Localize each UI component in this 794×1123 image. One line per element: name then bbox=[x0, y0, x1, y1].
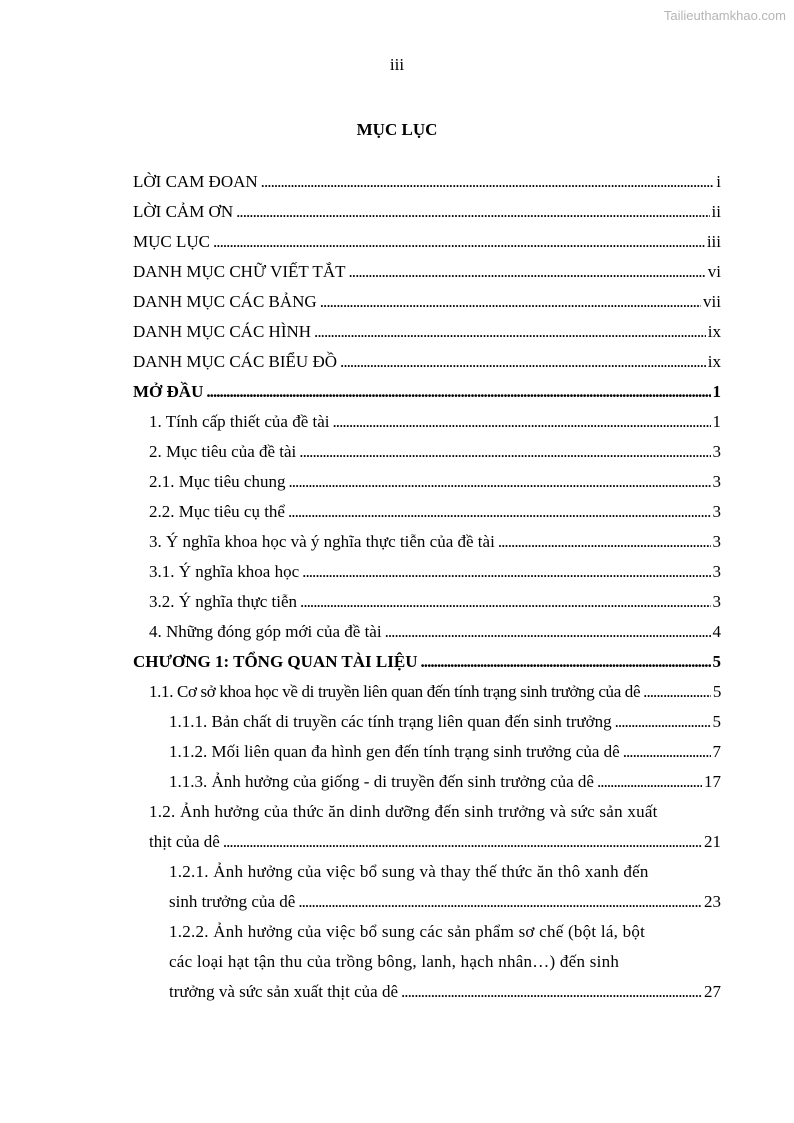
toc-entry[interactable] bbox=[133, 647, 721, 677]
toc-entry-label: 2. Mục tiêu của đề tài bbox=[149, 442, 297, 461]
toc-entry-page: ix bbox=[707, 322, 721, 341]
toc-entry-label: 1.1.2. Mối liên quan đa hình gen đến tính trạng sinh trưởng của dê bbox=[169, 742, 620, 761]
toc-entry-label-line bbox=[169, 977, 721, 1007]
toc-entry-page: 1 bbox=[712, 382, 721, 401]
dot-leader bbox=[320, 287, 701, 317]
toc-entry-label: trưởng và sức sản xuất thịt của dê bbox=[169, 982, 398, 1001]
dot-leader bbox=[401, 977, 702, 1007]
page-title: MỤC LỤC bbox=[356, 120, 438, 139]
toc-entry-label-line bbox=[149, 827, 721, 857]
toc-entry-page: ii bbox=[711, 202, 721, 221]
toc-entry-label: MỤC LỤC bbox=[133, 232, 210, 251]
toc-entry-label: CHƯƠNG 1: TỔNG QUAN TÀI LIỆU bbox=[133, 652, 418, 671]
dot-leader bbox=[302, 557, 710, 587]
dot-leader bbox=[623, 737, 711, 767]
dot-leader bbox=[314, 317, 706, 347]
dot-leader bbox=[340, 347, 706, 377]
dot-leader bbox=[420, 647, 710, 677]
dot-leader bbox=[385, 617, 711, 647]
toc-entry[interactable] bbox=[149, 557, 721, 587]
dot-leader bbox=[299, 437, 710, 467]
toc-entry[interactable] bbox=[169, 707, 721, 737]
toc-entry[interactable] bbox=[133, 317, 721, 347]
dot-leader bbox=[597, 767, 702, 797]
toc-entry-page: 17 bbox=[704, 772, 721, 791]
dot-leader bbox=[332, 407, 710, 437]
toc-entry-page: 3 bbox=[712, 472, 721, 491]
toc-entry-label-line bbox=[169, 947, 721, 977]
toc-entry-page: 7 bbox=[712, 742, 721, 761]
toc-entry[interactable] bbox=[133, 257, 721, 287]
toc-entry-page: 4 bbox=[712, 622, 721, 641]
toc-entry[interactable] bbox=[149, 587, 721, 617]
dot-leader bbox=[298, 887, 702, 917]
toc-entry-page: 3 bbox=[712, 502, 721, 521]
toc-entry-label: 3.2. Ý nghĩa thực tiễn bbox=[149, 592, 298, 611]
dot-leader bbox=[236, 197, 709, 227]
toc-entry[interactable] bbox=[169, 737, 721, 767]
toc-entry-page: 23 bbox=[704, 892, 721, 911]
toc-entry-page: 3 bbox=[712, 562, 721, 581]
toc-entry-label: DANH MỤC CHỮ VIẾT TẮT bbox=[133, 262, 346, 281]
toc-entry-label: 2.2. Mục tiêu cụ thể bbox=[149, 502, 285, 521]
toc-entry-page: i bbox=[716, 172, 721, 191]
toc-entry-label: DANH MỤC CÁC HÌNH bbox=[133, 322, 312, 341]
toc-entry[interactable] bbox=[149, 467, 721, 497]
toc-entry-page: iii bbox=[706, 232, 721, 251]
toc-entry-page: 3 bbox=[712, 592, 721, 611]
toc-entry-label: DANH MỤC CÁC BẢNG bbox=[133, 292, 317, 311]
toc-entry-label: LỜI CAM ĐOAN bbox=[133, 172, 258, 191]
dot-leader bbox=[223, 827, 702, 857]
toc-entry-label: 3.1. Ý nghĩa khoa học bbox=[149, 562, 300, 581]
toc-entry-label: các loại hạt tận thu của trồng bông, lanh, hạch nhân…) đến sinh bbox=[169, 952, 620, 971]
toc-entry[interactable] bbox=[149, 437, 721, 467]
toc-entry-label: thịt của dê bbox=[149, 832, 220, 851]
toc-entry[interactable] bbox=[149, 677, 721, 707]
toc-entry-label: 1. Tính cấp thiết của đề tài bbox=[149, 412, 330, 431]
dot-leader bbox=[261, 167, 715, 197]
toc-entry-page: 3 bbox=[712, 532, 721, 551]
toc-entry-label: 4. Những đóng góp mới của đề tài bbox=[149, 622, 382, 641]
toc-entry-label: sinh trưởng của dê bbox=[169, 892, 296, 911]
dot-leader bbox=[288, 467, 710, 497]
toc-entry-multiline[interactable] bbox=[133, 857, 721, 917]
watermark: Tailieuthamkhao.com bbox=[663, 8, 786, 23]
dot-leader bbox=[206, 377, 710, 407]
toc-entry-multiline[interactable] bbox=[133, 917, 721, 1007]
table-of-contents bbox=[133, 167, 721, 1007]
toc-entry[interactable] bbox=[149, 617, 721, 647]
toc-entry-label: 3. Ý nghĩa khoa học và ý nghĩa thực tiễn của đề tài bbox=[149, 532, 495, 551]
toc-entry-page: ix bbox=[707, 352, 721, 371]
toc-entry-label: 1.1. Cơ sở khoa học về di truyền liên quan đến tính trạng sinh trưởng của dê bbox=[149, 682, 641, 701]
toc-entry-label: MỞ ĐẦU bbox=[133, 382, 204, 401]
toc-entry[interactable] bbox=[133, 347, 721, 377]
dot-leader bbox=[498, 527, 711, 557]
dot-leader bbox=[300, 587, 710, 617]
toc-entry-page: vii bbox=[703, 292, 721, 311]
toc-entry-page: 21 bbox=[704, 832, 721, 851]
toc-entry-page: 5 bbox=[712, 712, 721, 731]
toc-entry-page: 5 bbox=[712, 652, 721, 671]
toc-entry-page: 3 bbox=[712, 442, 721, 461]
toc-entry[interactable] bbox=[133, 167, 721, 197]
page-number: iii bbox=[389, 55, 405, 74]
toc-entry-page: 27 bbox=[704, 982, 721, 1001]
dot-leader bbox=[643, 677, 711, 707]
toc-entry-label: 1.1.1. Bản chất di truyền các tính trạng liên quan đến sinh trưởng bbox=[169, 712, 612, 731]
toc-entry[interactable] bbox=[149, 497, 721, 527]
toc-entry-label: LỜI CẢM ƠN bbox=[133, 202, 234, 221]
toc-entry-page: 5 bbox=[712, 682, 721, 701]
toc-entry[interactable] bbox=[169, 767, 721, 797]
dot-leader bbox=[348, 257, 705, 287]
toc-entry[interactable] bbox=[149, 407, 721, 437]
toc-entry[interactable] bbox=[149, 527, 721, 557]
toc-entry-multiline[interactable] bbox=[133, 797, 721, 857]
dot-leader bbox=[288, 497, 711, 527]
toc-entry-label-line bbox=[169, 917, 721, 947]
toc-entry-label: 1.2.1. Ảnh hưởng của việc bổ sung và thay thế thức ăn thô xanh đến bbox=[169, 862, 649, 881]
toc-entry-label: 1.2.2. Ảnh hưởng của việc bổ sung các sản phẩm sơ chế (bột lá, bột bbox=[169, 922, 646, 941]
toc-entry-page: 1 bbox=[712, 412, 721, 431]
toc-entry[interactable] bbox=[133, 287, 721, 317]
toc-entry-label: 1.2. Ảnh hưởng của thức ăn dinh dưỡng đến sinh trưởng và sức sản xuất bbox=[149, 802, 658, 821]
toc-entry[interactable] bbox=[133, 197, 721, 227]
toc-entry-label: DANH MỤC CÁC BIỂU ĐỒ bbox=[133, 352, 338, 371]
toc-entry-label-line bbox=[169, 857, 721, 887]
dot-leader bbox=[615, 707, 711, 737]
toc-entry-label-line bbox=[149, 797, 721, 827]
toc-entry[interactable] bbox=[133, 377, 721, 407]
toc-entry[interactable] bbox=[133, 227, 721, 257]
toc-entry-label-line bbox=[169, 887, 721, 917]
toc-entry-page: vi bbox=[707, 262, 721, 281]
toc-entry-label: 1.1.3. Ảnh hưởng của giống - di truyền đến sinh trưởng của dê bbox=[169, 772, 594, 791]
dot-leader bbox=[213, 227, 705, 257]
toc-entry-label: 2.1. Mục tiêu chung bbox=[149, 472, 286, 491]
